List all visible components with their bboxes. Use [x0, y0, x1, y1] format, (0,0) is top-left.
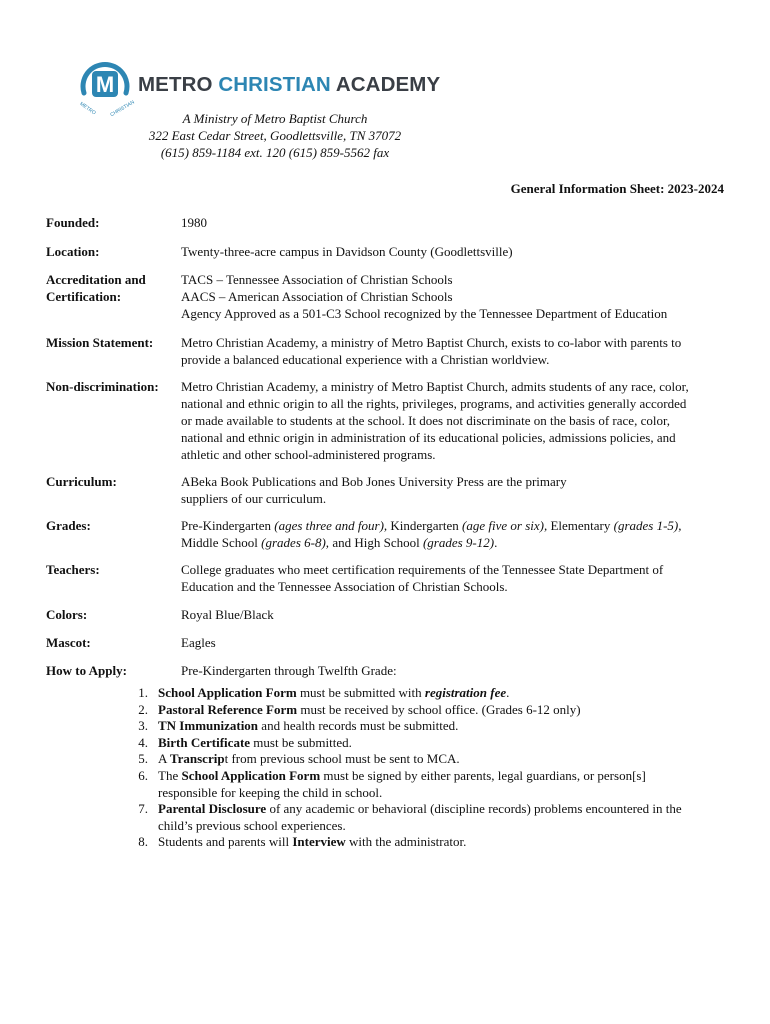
step-text: must be received by school office. (Grades 6-12 only): [297, 701, 581, 717]
step-keyword: Interview: [292, 834, 346, 850]
mission-line: provide a balanced educational experience with a Christian worldview.: [181, 352, 550, 367]
logo-word-christian: CHRISTIAN: [218, 73, 331, 96]
list-item: [116, 751, 736, 768]
grades-value: [181, 517, 729, 551]
step-keyword: TN Immunization: [158, 718, 259, 734]
mission-line: Metro Christian Academy, a ministry of Metro Baptist Church, exists to co-labor with parents to: [181, 335, 682, 350]
how-to-apply-label: How to Apply:: [46, 663, 127, 678]
mascot-label: Mascot:: [46, 635, 91, 650]
step-number: 4.: [138, 734, 148, 750]
step-text-continued: responsible for keeping the child in school.: [158, 784, 383, 800]
step-text: A: [158, 751, 170, 767]
accreditation-line: AACS – American Association of Christian Schools: [181, 289, 453, 304]
grades-text: Elementary: [547, 518, 614, 533]
ministry-line: A Ministry of Metro Baptist Church: [182, 111, 368, 126]
accreditation-value: [181, 271, 729, 322]
step-keyword: School Application Form: [181, 767, 321, 783]
list-item: [116, 834, 736, 851]
nondiscrimination-value: [181, 378, 729, 463]
grades-text: and High School: [329, 535, 423, 550]
location-value: Twenty-three-acre campus in Davidson County (Goodlettsville): [181, 244, 513, 259]
step-number: 6.: [138, 767, 148, 783]
logo-wordmark: [138, 73, 440, 97]
grades-line: [181, 517, 729, 534]
grades-line: [181, 534, 729, 551]
nondiscrimination-label: Non-discrimination:: [46, 379, 159, 394]
step-number: 1.: [138, 685, 148, 700]
nondiscrimination-line: national and ethnic origin to all the rights, privileges, programs, and activities generally accorded: [181, 396, 687, 411]
accreditation-label-line: Certification:: [46, 289, 122, 304]
nondiscrimination-line: Metro Christian Academy, a ministry of Metro Baptist Church, admits students of any race, color,: [181, 379, 689, 394]
logo-ring-text-right: CHRISTIAN: [109, 99, 136, 119]
list-item: [116, 685, 736, 702]
step-number: 7.: [138, 801, 148, 817]
step-text: with the administrator.: [345, 834, 467, 850]
teachers-line: College graduates who meet certification requirements of the Tennessee State Department of: [181, 562, 664, 577]
application-steps-list: [116, 685, 736, 851]
grades-ages: (grades 9-12): [422, 535, 495, 550]
teachers-value: [181, 561, 729, 595]
teachers-line: Education and the Tennessee Association of Christian Schools.: [181, 579, 508, 594]
logo-mark-letter: M: [95, 72, 115, 97]
grades-text: Kindergarten: [387, 518, 463, 533]
step-text: must be submitted with: [296, 685, 425, 700]
step-number: 8.: [138, 834, 148, 850]
list-item: [116, 768, 736, 801]
step-text: must be signed by either parents, legal guardians, or person[s]: [320, 767, 646, 783]
how-to-apply-value: Pre-Kindergarten through Twelfth Grade:: [181, 663, 397, 678]
colors-value: Royal Blue/Black: [181, 607, 274, 622]
step-text: and health records must be submitted.: [258, 718, 459, 734]
nondiscrimination-line: athletic and other school-administered programs.: [181, 447, 436, 462]
grades-ages: (age five or six),: [462, 518, 548, 533]
step-text: Students and parents will: [158, 834, 293, 850]
teachers-label: Teachers:: [46, 562, 100, 577]
grades-text: Pre-Kindergarten: [181, 518, 275, 533]
list-item: [116, 801, 736, 834]
step-keyword: registration fee: [424, 685, 507, 700]
curriculum-value: [181, 473, 729, 507]
grades-label: Grades:: [46, 518, 91, 533]
list-item: [116, 702, 736, 719]
step-number: 3.: [138, 718, 148, 734]
mascot-value: Eagles: [181, 635, 216, 650]
step-text: must be submitted.: [250, 734, 352, 750]
founded-value: 1980: [181, 215, 207, 230]
street-address: 322 East Cedar Street, Goodlettsville, TN 37072: [148, 128, 402, 143]
step-text: .: [506, 685, 510, 700]
step-keyword: Birth Certificate: [158, 734, 251, 750]
step-text: The: [158, 767, 182, 783]
list-item: [116, 735, 736, 752]
step-keyword: Pastoral Reference Form: [158, 701, 298, 717]
location-label: Location:: [46, 244, 100, 259]
grades-ages: (grades 1-5),: [613, 518, 682, 533]
curriculum-label: Curriculum:: [46, 474, 117, 489]
nondiscrimination-line: or made available to students at the school. It does not discriminate on the basis of race, color,: [181, 413, 671, 428]
accreditation-label-line: Accreditation and: [46, 272, 146, 287]
logo-word-metro: METRO: [138, 73, 219, 96]
grades-ages: (grades 6-8),: [261, 535, 330, 550]
grades-text: Middle School: [181, 535, 262, 550]
mission-label: Mission Statement:: [46, 335, 154, 350]
logo-emblem-icon: [78, 60, 136, 119]
grades-ages: (ages three and four),: [274, 518, 388, 533]
grades-text: .: [494, 535, 498, 550]
colors-label: Colors:: [46, 607, 88, 622]
accreditation-label: [46, 271, 176, 305]
sheet-title: General Information Sheet: 2023-2024: [510, 181, 724, 196]
accreditation-line: Agency Approved as a 501-C3 School recognized by the Tennessee Department of Education: [181, 306, 668, 321]
curriculum-line: suppliers of our curriculum.: [181, 491, 327, 506]
step-number: 2.: [138, 701, 148, 717]
step-keyword: Transcrip: [169, 751, 225, 767]
step-text-continued: child’s previous school experiences.: [158, 817, 346, 833]
step-text: of any academic or behavioral (discipline records) problems encountered in the: [266, 801, 682, 817]
step-text: t from previous school must be sent to MCA.: [224, 751, 460, 767]
logo-word-academy: ACADEMY: [330, 73, 441, 96]
school-address-block: [100, 110, 450, 161]
step-number: 5.: [138, 751, 148, 767]
phone-fax: (615) 859-1184 ext. 120 (615) 859-5562 fax: [160, 145, 390, 160]
mission-value: [181, 334, 729, 368]
curriculum-line: ABeka Book Publications and Bob Jones University Press are the primary: [181, 474, 567, 489]
accreditation-line: TACS – Tennessee Association of Christian Schools: [181, 272, 453, 287]
step-keyword: Parental Disclosure: [158, 801, 267, 817]
logo-ring-text-left: METRO: [78, 101, 97, 117]
step-keyword: School Application Form: [158, 685, 297, 700]
nondiscrimination-line: national and ethnic origin in administration of its educational policies, admissions policies, and: [181, 430, 676, 445]
founded-label: Founded:: [46, 215, 100, 230]
list-item: [116, 718, 736, 735]
